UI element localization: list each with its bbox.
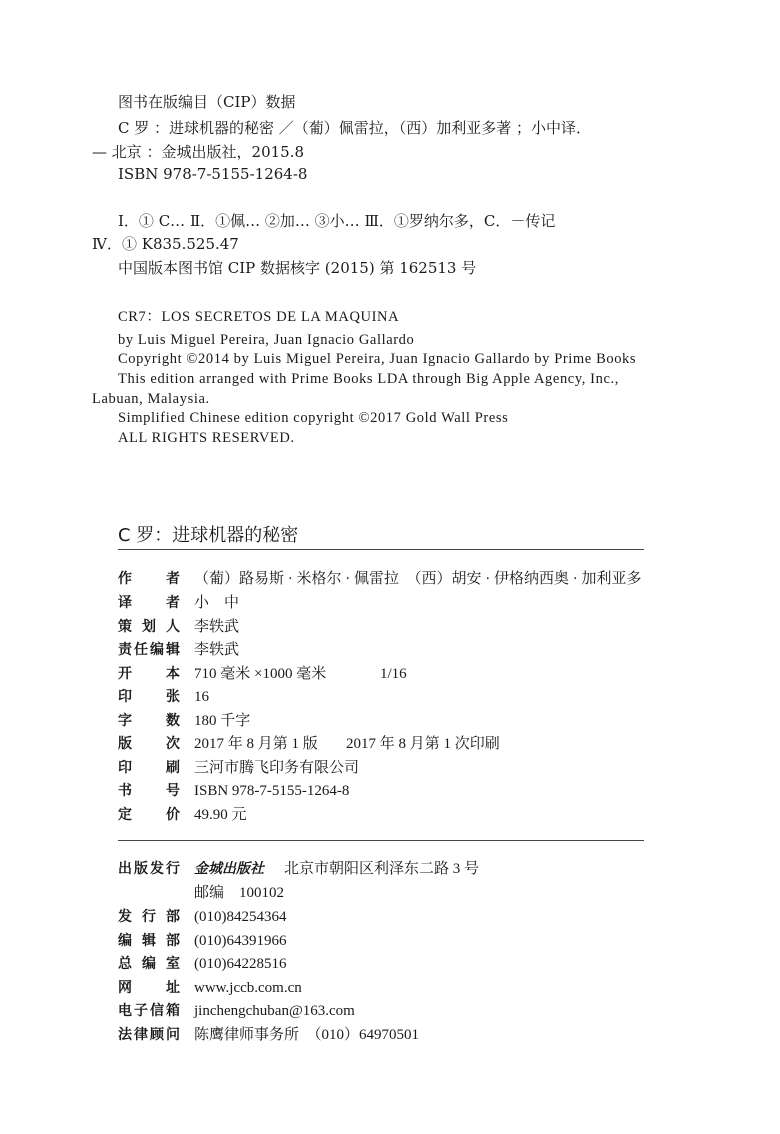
chinese-edition-copyright: Simplified Chinese edition copyright ©2017 Gold Wall Press xyxy=(118,410,509,426)
detail-value: 三河市腾飞印务有限公司 xyxy=(194,760,360,776)
original-authors: by Luis Miguel Pereira, Juan Ignacio Gallardo xyxy=(118,332,415,348)
edition-arrangement: This edition arranged with Prime Books LDA through Big Apple Agency, Inc., xyxy=(118,371,619,387)
detail-label: 印张 xyxy=(118,689,180,705)
detail-value: 16 xyxy=(194,689,209,705)
cip-line: — 北京 ：金城出版社，2015.8 xyxy=(92,143,305,161)
book-title: C 罗：进球机器的秘密 xyxy=(118,525,299,546)
detail-label: 责任编辑 xyxy=(118,642,180,658)
detail-value: 2017 年 8 月第 1 次印刷 xyxy=(346,736,500,752)
publisher-postcode: 邮编 100102 xyxy=(194,885,285,901)
detail-value: 49.90 元 xyxy=(194,807,247,823)
detail-label: 定价 xyxy=(118,807,180,823)
detail-value: 小 中 xyxy=(194,595,240,611)
copyright-notice: Copyright ©2014 by Luis Miguel Pereira, Juan Ignacio Gallardo by Prime Books xyxy=(118,351,637,367)
cip-isbn: ISBN 978-7-5155-1264-8 xyxy=(118,165,308,183)
detail-label: 书号 xyxy=(118,783,180,799)
divider xyxy=(118,840,644,841)
original-title: CR7：LOS SECRETOS DE LA MAQUINA xyxy=(118,309,400,325)
publisher-address: 北京市朝阳区利泽东二路 3 号 xyxy=(284,861,480,877)
detail-value: 李轶武 xyxy=(194,619,240,635)
contact-label: 网址 xyxy=(118,980,180,996)
contact-label: 编辑部 xyxy=(118,933,180,949)
detail-label: 开本 xyxy=(118,666,180,682)
cip-record-number: 中国版本图书馆 CIP 数据核字 (2015) 第 162513 号 xyxy=(118,259,477,277)
detail-label: 译者 xyxy=(118,595,180,611)
cip-line: C 罗 ：进球机器的秘密 ／（葡）佩雷拉，（西）加利亚多著 ；小中译． xyxy=(118,119,592,137)
edition-arrangement: Labuan, Malaysia. xyxy=(92,391,210,407)
contact-value: 陈鹰律师事务所 （010）64970501 xyxy=(194,1027,420,1043)
detail-value: 180 千字 xyxy=(194,713,251,729)
contact-value: (010)64391966 xyxy=(194,933,287,949)
cip-classification: Ⅰ．① C… Ⅱ．①佩… ②加… ③小… Ⅲ．①罗纳尔多，C．－传记 xyxy=(118,212,556,230)
publisher-name-logo: 金城出版社 xyxy=(194,861,264,877)
cip-heading: 图书在版编目（CIP）数据 xyxy=(118,93,296,111)
detail-label: 作者 xyxy=(118,571,180,587)
contact-label: 电子信箱 xyxy=(118,1003,180,1019)
rights-reserved: ALL RIGHTS RESERVED. xyxy=(118,430,295,446)
contact-value: (010)84254364 xyxy=(194,909,287,925)
detail-label: 字数 xyxy=(118,713,180,729)
detail-label: 策划人 xyxy=(118,619,180,635)
contact-label: 发行部 xyxy=(118,909,180,925)
contact-label: 总编室 xyxy=(118,956,180,972)
contact-value: (010)64228516 xyxy=(194,956,287,972)
cip-classification: Ⅳ．① K835.525.47 xyxy=(92,235,239,253)
detail-value: 2017 年 8 月第 1 版 xyxy=(194,736,318,752)
divider xyxy=(118,549,644,550)
publisher-label: 出版发行 xyxy=(118,861,180,877)
detail-value: （葡）路易斯 · 米格尔 · 佩雷拉 （西）胡安 · 伊格纳西奥 · 加利亚多 xyxy=(194,571,642,587)
contact-value: www.jccb.com.cn xyxy=(194,980,302,996)
detail-label: 印刷 xyxy=(118,760,180,776)
detail-value: 1/16 xyxy=(380,666,407,682)
contact-value: jinchengchuban@163.com xyxy=(194,1003,355,1019)
detail-label: 版次 xyxy=(118,736,180,752)
contact-label: 法律顾问 xyxy=(118,1027,180,1043)
detail-value: 710 毫米 ×1000 毫米 xyxy=(194,666,327,682)
detail-value: ISBN 978-7-5155-1264-8 xyxy=(194,783,350,799)
detail-value: 李轶武 xyxy=(194,642,240,658)
